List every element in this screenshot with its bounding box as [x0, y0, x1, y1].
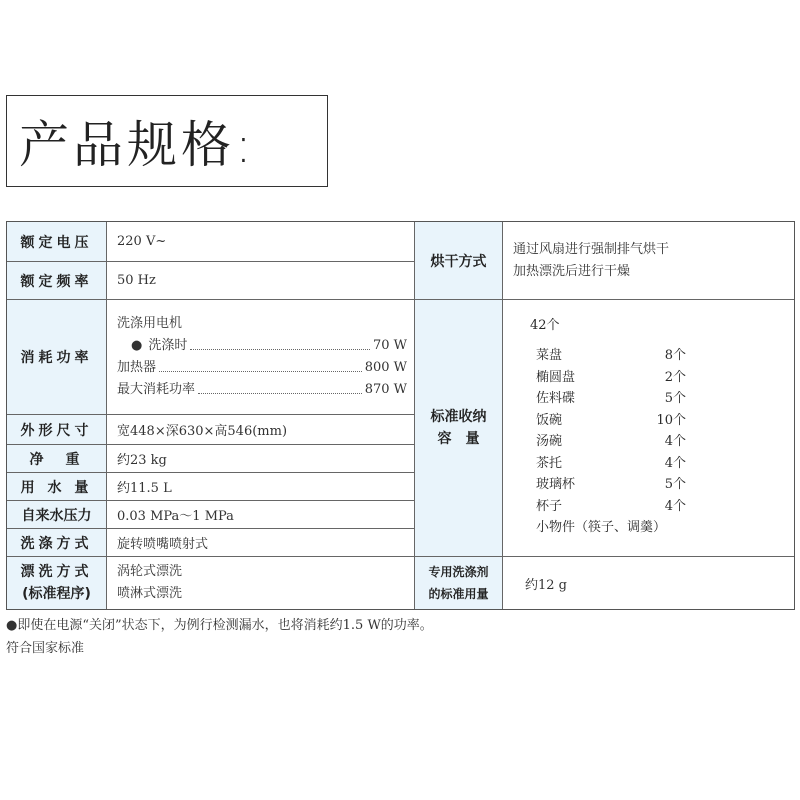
dry-value-line1: 通过风扇进行强制排气烘干: [513, 241, 670, 257]
list-item: 椭圆盘 2个: [536, 369, 686, 385]
list-item: 茶托 4个: [536, 455, 686, 471]
dotted-leader: [190, 335, 370, 350]
note-standard: 符合国家标准: [6, 641, 85, 656]
title-box: [6, 95, 328, 187]
detergent-value: 约12 g: [525, 577, 567, 593]
rinse-value-line1: 涡轮式漂洗: [117, 564, 183, 579]
rinse-value: [107, 557, 415, 609]
spec-table: [6, 221, 795, 610]
power-motor-header: 洗涤用电机: [117, 316, 183, 331]
size-value: 宽448×深630×高546(mm): [107, 415, 415, 445]
water-label: 用 水 量: [7, 473, 107, 501]
list-item: 饭碗 10个: [536, 412, 686, 428]
rinse-label: [7, 557, 107, 609]
voltage-value: 220 V~: [107, 222, 415, 262]
detergent-label: [415, 557, 503, 609]
capacity-label: [415, 300, 503, 557]
capacity-total: 42个: [530, 318, 560, 333]
power-row-wash: [117, 335, 407, 357]
capacity-label-line1: 标准收纳: [430, 409, 487, 425]
power-item-value: 800 W: [364, 360, 407, 375]
rinse-label-line1: 漂洗方式: [20, 564, 93, 580]
power-row-heater: [117, 357, 407, 379]
power-value: [107, 300, 415, 415]
dotted-leader: [198, 379, 362, 394]
wash-label: 洗涤方式: [7, 529, 107, 557]
dry-value: [503, 222, 794, 300]
list-item: 佐料碟 5个: [536, 391, 686, 406]
detergent-label-line2: 的标准用量: [428, 587, 489, 601]
page-title: 产品规格:: [19, 116, 256, 174]
list-item-misc: 小物件（筷子、调羹）: [536, 520, 667, 535]
power-item-name: 洗涤时: [148, 338, 188, 353]
power-item-name: 加热器: [117, 360, 157, 375]
weight-value: 约23 kg: [107, 445, 415, 473]
water-value: 约11.5 L: [107, 473, 415, 501]
voltage-label: 额定电压: [7, 222, 107, 262]
pressure-label: 自来水压力: [7, 501, 107, 529]
capacity-value: [503, 300, 794, 557]
weight-label: 净 重: [7, 445, 107, 473]
power-item-name: 最大消耗功率: [117, 382, 196, 397]
power-row-max: [117, 379, 407, 401]
list-item: 菜盘 8个: [536, 348, 686, 363]
capacity-label-line2: 容 量: [437, 431, 480, 447]
pressure-value: 0.03 MPa～1 MPa: [107, 501, 415, 529]
rinse-label-line2: (标准程序): [22, 586, 91, 602]
power-item-value: 870 W: [364, 382, 407, 397]
frequency-label: 额定频率: [7, 262, 107, 300]
size-label: 外形尺寸: [7, 415, 107, 445]
wash-value: 旋转喷嘴喷射式: [107, 529, 415, 557]
frequency-value: 50 Hz: [107, 262, 415, 300]
dotted-leader: [159, 357, 362, 372]
power-item-value: 70 W: [372, 338, 407, 353]
list-item: 汤碗 4个: [536, 434, 686, 449]
list-item: 玻璃杯 5个: [536, 477, 686, 492]
rinse-value-line2: 喷淋式漂洗: [117, 586, 183, 601]
capacity-list: [536, 345, 686, 539]
note-power-off: ●即使在电源“关闭”状态下，为例行检测漏水，也将消耗约1.5 W的功率。: [6, 618, 433, 633]
list-item: 杯子 4个: [536, 498, 686, 514]
power-label: 消耗功率: [7, 300, 107, 415]
bullet-icon: ●: [131, 338, 143, 353]
dry-label: 烘干方式: [415, 222, 503, 300]
dry-value-line2: 加热漂洗后进行干燥: [513, 263, 631, 279]
detergent-label-line1: 专用洗涤剂: [428, 565, 489, 579]
